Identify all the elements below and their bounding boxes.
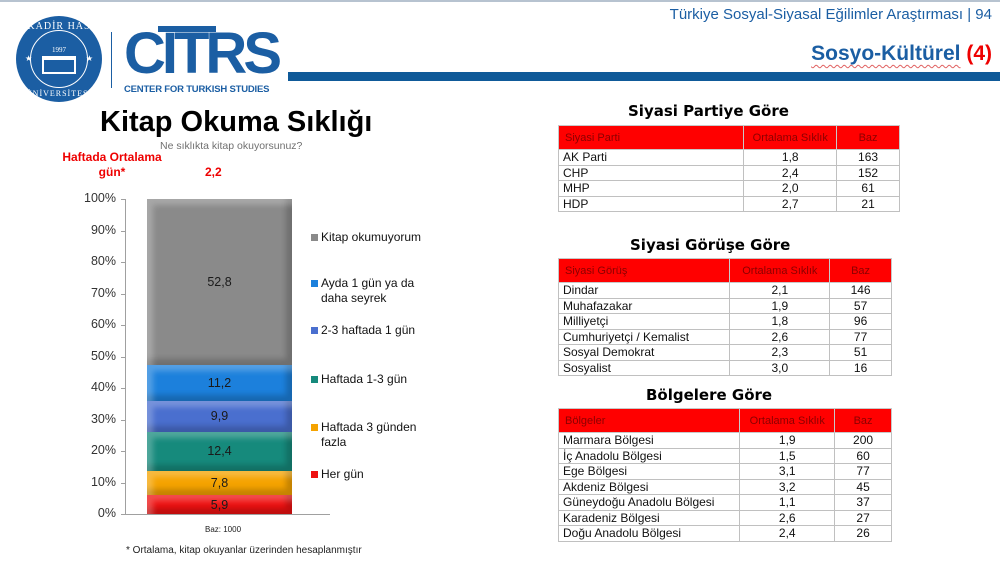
table-cell: İç Anadolu Bölgesi bbox=[559, 448, 740, 464]
table-row bbox=[559, 526, 892, 542]
legend-swatch-icon bbox=[311, 471, 318, 478]
table-row bbox=[559, 283, 892, 299]
table-cell: 163 bbox=[837, 150, 900, 166]
y-tick bbox=[121, 325, 126, 326]
legend-item bbox=[311, 467, 441, 482]
table-cell: 1,8 bbox=[730, 314, 830, 330]
table-cell: 37 bbox=[835, 495, 892, 511]
logo-text-top: KADİR HAS bbox=[27, 21, 91, 32]
table-row bbox=[559, 495, 892, 511]
table-cell: 1,8 bbox=[744, 150, 837, 166]
table-cell: 1,5 bbox=[740, 448, 835, 464]
table-cell: 3,2 bbox=[740, 479, 835, 495]
survey-title: Türkiye Sosyal-Siyasal Eğilimler Araştırması | 94 bbox=[669, 6, 992, 23]
table-cell: 1,1 bbox=[740, 495, 835, 511]
legend-swatch-icon bbox=[311, 280, 318, 287]
top-border bbox=[0, 0, 1000, 2]
table-cell: 200 bbox=[835, 433, 892, 449]
section-title-word: Sosyo-Kültürel bbox=[811, 42, 961, 65]
party-table bbox=[558, 125, 900, 212]
table-cell: 1,9 bbox=[740, 433, 835, 449]
table-cell: Cumhuriyetçi / Kemalist bbox=[559, 329, 730, 345]
column-header: Bölgeler bbox=[559, 409, 740, 433]
bar-segment: 9,9 bbox=[147, 401, 292, 432]
table-cell: CHP bbox=[559, 165, 744, 181]
legend-swatch-icon bbox=[311, 376, 318, 383]
party-table-title: Siyasi Partiye Göre bbox=[628, 102, 789, 120]
x-axis bbox=[125, 514, 330, 515]
section-title bbox=[811, 42, 992, 66]
table-cell: 2,6 bbox=[740, 510, 835, 526]
chart-base-label: Baz: 1000 bbox=[205, 525, 242, 534]
y-tick bbox=[121, 294, 126, 295]
logo-text-bottom: ÜNİVERSİTESİ bbox=[25, 89, 93, 98]
y-tick bbox=[121, 514, 126, 515]
table-row bbox=[559, 345, 892, 361]
y-tick-label: 50% bbox=[90, 348, 116, 363]
y-tick-label: 20% bbox=[90, 443, 116, 457]
y-tick-label: 10% bbox=[90, 474, 116, 489]
column-header: Ortalama Sıklık bbox=[744, 126, 837, 150]
table-cell: 61 bbox=[837, 181, 900, 197]
table-cell: 3,0 bbox=[730, 360, 830, 376]
y-tick bbox=[121, 483, 126, 484]
chart-question: Ne sıklıkta kitap okuyorsunuz? bbox=[160, 140, 303, 152]
legend-label: 2-3 haftada 1 gün bbox=[321, 323, 416, 337]
table-row bbox=[559, 433, 892, 449]
chart-title: Kitap Okuma Sıklığı bbox=[100, 106, 373, 138]
column-header: Baz bbox=[835, 409, 892, 433]
column-header: Baz bbox=[837, 126, 900, 150]
table-cell: 77 bbox=[830, 329, 892, 345]
table-cell: 27 bbox=[835, 510, 892, 526]
column-header: Ortalama Sıklık bbox=[730, 259, 830, 283]
y-tick-label: 90% bbox=[90, 222, 116, 237]
table-cell: Milliyetçi bbox=[559, 314, 730, 330]
y-tick bbox=[121, 231, 126, 232]
region-table bbox=[558, 408, 892, 542]
legend-item bbox=[311, 420, 441, 450]
table-cell: 2,6 bbox=[730, 329, 830, 345]
table-row bbox=[559, 150, 900, 166]
weekly-average-label: Haftada Ortalama gün* bbox=[62, 150, 162, 179]
y-tick-label: 80% bbox=[90, 254, 116, 268]
table-cell: 2,4 bbox=[740, 526, 835, 542]
table-cell: 16 bbox=[830, 360, 892, 376]
table-cell: Dindar bbox=[559, 283, 730, 299]
table-row bbox=[559, 165, 900, 181]
chart-footnote: * Ortalama, kitap okuyanlar üzerinden hesaplanmıştır bbox=[126, 545, 362, 556]
y-tick bbox=[121, 388, 126, 389]
y-tick bbox=[121, 451, 126, 452]
table-cell: 26 bbox=[835, 526, 892, 542]
y-tick-label: 40% bbox=[90, 380, 116, 394]
table-cell: HDP bbox=[559, 196, 744, 212]
table-cell: 3,1 bbox=[740, 464, 835, 480]
legend-label: Kitap okumuyorum bbox=[321, 230, 422, 244]
table-row bbox=[559, 510, 892, 526]
region-table-title: Bölgelere Göre bbox=[646, 386, 773, 404]
section-number: (4) bbox=[966, 42, 992, 65]
y-tick-label: 70% bbox=[90, 285, 116, 300]
table-cell: 2,7 bbox=[744, 196, 837, 212]
bar-segment: 52,8 bbox=[147, 199, 292, 365]
table-cell: MHP bbox=[559, 181, 744, 197]
table-header-row bbox=[559, 126, 900, 150]
column-header: Ortalama Sıklık bbox=[740, 409, 835, 433]
header-bar bbox=[288, 72, 1000, 81]
legend-label: Ayda 1 gün ya da daha seyrek bbox=[321, 276, 415, 305]
y-tick-label: 100% bbox=[84, 191, 116, 205]
political-view-table bbox=[558, 258, 892, 376]
logo-divider bbox=[111, 32, 112, 88]
y-tick bbox=[121, 357, 126, 358]
table-cell: 2,4 bbox=[744, 165, 837, 181]
legend-label: Haftada 1-3 gün bbox=[321, 372, 408, 386]
column-header: Siyasi Görüş bbox=[559, 259, 730, 283]
kadir-has-university-logo bbox=[16, 16, 102, 102]
table-cell: Akdeniz Bölgesi bbox=[559, 479, 740, 495]
table-header-row bbox=[559, 409, 892, 433]
table-cell: 2,1 bbox=[730, 283, 830, 299]
bar-segment: 5,9 bbox=[147, 495, 292, 514]
legend-item bbox=[311, 230, 441, 245]
table-cell: 60 bbox=[835, 448, 892, 464]
table-cell: Marmara Bölgesi bbox=[559, 433, 740, 449]
weekly-average-value: 2,2 bbox=[205, 165, 222, 179]
table-cell: 45 bbox=[835, 479, 892, 495]
y-tick-label: 0% bbox=[97, 506, 116, 520]
star-icon: ★ bbox=[85, 54, 93, 63]
column-header: Siyasi Parti bbox=[559, 126, 744, 150]
table-cell: 57 bbox=[830, 298, 892, 314]
table-cell: 146 bbox=[830, 283, 892, 299]
table-cell: 96 bbox=[830, 314, 892, 330]
legend-swatch-icon bbox=[311, 327, 318, 334]
table-row bbox=[559, 448, 892, 464]
column-header: Baz bbox=[830, 259, 892, 283]
table-cell: 152 bbox=[837, 165, 900, 181]
star-icon: ★ bbox=[25, 54, 33, 63]
table-header-row bbox=[559, 259, 892, 283]
table-cell: 2,0 bbox=[744, 181, 837, 197]
logo-year: 1997 bbox=[52, 46, 66, 54]
table-cell: Doğu Anadolu Bölgesi bbox=[559, 526, 740, 542]
table-cell: Sosyal Demokrat bbox=[559, 345, 730, 361]
table-row bbox=[559, 314, 892, 330]
table-row bbox=[559, 329, 892, 345]
table-row bbox=[559, 298, 892, 314]
table-row bbox=[559, 360, 892, 376]
table-row bbox=[559, 196, 900, 212]
table-row bbox=[559, 181, 900, 197]
legend-item bbox=[311, 372, 441, 387]
bar-segment: 12,4 bbox=[147, 432, 292, 471]
y-tick bbox=[121, 199, 126, 200]
table-cell: Sosyalist bbox=[559, 360, 730, 376]
table-cell: Muhafazakar bbox=[559, 298, 730, 314]
table-cell: 1,9 bbox=[730, 298, 830, 314]
bar-segment: 11,2 bbox=[147, 365, 292, 400]
table-cell: 21 bbox=[837, 196, 900, 212]
legend-swatch-icon bbox=[311, 424, 318, 431]
table-cell: Karadeniz Bölgesi bbox=[559, 510, 740, 526]
legend-label: Her gün bbox=[321, 467, 364, 481]
bar-segment: 7,8 bbox=[147, 471, 292, 496]
table-cell: 51 bbox=[830, 345, 892, 361]
y-tick-label: 30% bbox=[90, 411, 116, 426]
legend-item bbox=[311, 276, 441, 306]
legend-label: Haftada 3 günden fazla bbox=[321, 420, 417, 449]
view-table-title: Siyasi Görüşe Göre bbox=[630, 236, 791, 254]
table-row bbox=[559, 464, 892, 480]
y-tick bbox=[121, 262, 126, 263]
legend-swatch-icon bbox=[311, 234, 318, 241]
table-cell: Güneydoğu Anadolu Bölgesi bbox=[559, 495, 740, 511]
legend-item bbox=[311, 323, 441, 338]
table-cell: 2,3 bbox=[730, 345, 830, 361]
citrs-logo-subtitle: CENTER FOR TURKISH STUDIES bbox=[124, 84, 270, 95]
table-cell: AK Parti bbox=[559, 150, 744, 166]
table-row bbox=[559, 479, 892, 495]
y-tick-label: 60% bbox=[90, 317, 116, 331]
table-cell: 77 bbox=[835, 464, 892, 480]
citrs-logo bbox=[124, 21, 278, 96]
table-cell: Ege Bölgesi bbox=[559, 464, 740, 480]
citrs-logo-text: CITRS bbox=[124, 21, 278, 86]
y-tick bbox=[121, 420, 126, 421]
building-icon bbox=[42, 56, 76, 74]
